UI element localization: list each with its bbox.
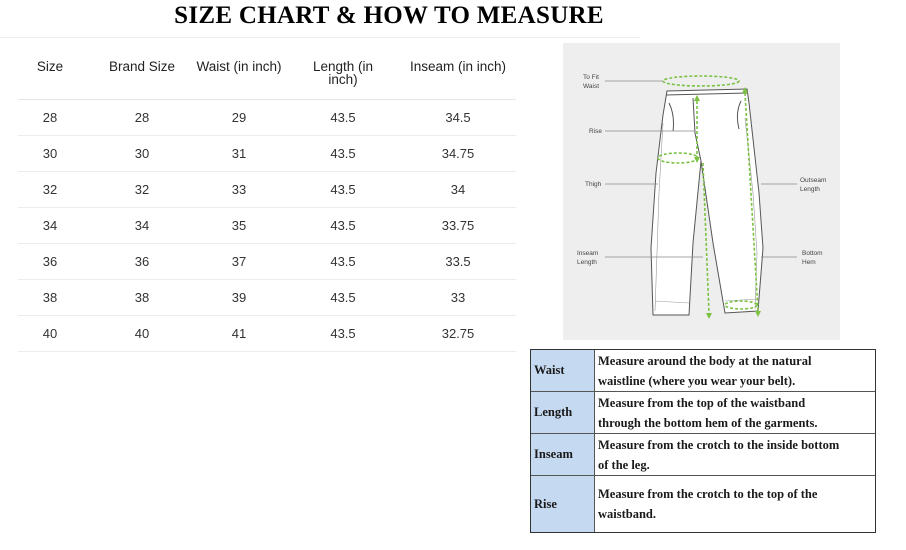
table-row — [18, 136, 516, 172]
label-to-fit-waist-2: Waist — [583, 83, 600, 90]
cell-size: 32 — [42, 182, 58, 197]
cell-inseam: 34 — [450, 182, 466, 197]
label-thigh: Thigh — [585, 181, 602, 188]
cell-length: 43.5 — [330, 254, 356, 269]
table-header-row — [18, 50, 516, 100]
table-row — [18, 172, 516, 208]
measure-term: Waist — [531, 350, 595, 391]
label-inseam-length-2: Length — [577, 259, 597, 266]
header-length: Length (in inch) — [312, 59, 374, 87]
definition-line: waistband. — [598, 507, 657, 521]
cell-size: 36 — [42, 254, 58, 269]
cell-length: 43.5 — [330, 326, 356, 341]
cell-inseam: 33.5 — [445, 254, 471, 269]
cell-brand-size: 38 — [134, 290, 150, 305]
cell-waist: 33 — [231, 182, 247, 197]
definition-line: waistline (where you wear your belt). — [598, 374, 796, 388]
cell-length: 43.5 — [330, 218, 356, 233]
table-row — [18, 316, 516, 352]
label-bottom-hem-2: Hem — [802, 259, 816, 266]
header-inseam: Inseam (in inch) — [409, 59, 507, 74]
cell-size: 30 — [42, 146, 58, 161]
label-to-fit-waist: To Fit — [583, 74, 599, 81]
cell-length: 43.5 — [330, 110, 356, 125]
measure-row-waist — [531, 350, 875, 392]
cell-size: 40 — [42, 326, 58, 341]
cell-waist: 39 — [231, 290, 247, 305]
cell-waist: 29 — [231, 110, 247, 125]
measure-term: Rise — [531, 476, 595, 532]
label-rise: Rise — [589, 128, 603, 135]
cell-size: 34 — [42, 218, 58, 233]
cell-brand-size: 40 — [134, 326, 150, 341]
cell-inseam: 32.75 — [441, 326, 475, 341]
how-to-measure-table — [530, 349, 876, 533]
definition-line: Measure around the body at the natural — [598, 354, 812, 368]
page-title: SIZE CHART & HOW TO MEASURE — [174, 2, 604, 29]
cell-length: 43.5 — [330, 182, 356, 197]
table-row — [18, 100, 516, 136]
measure-definition — [598, 435, 871, 475]
measure-definition — [598, 484, 871, 524]
cell-waist: 31 — [231, 146, 247, 161]
measure-term: Length — [531, 392, 595, 433]
definition-line: Measure from the crotch to the inside bottom — [598, 438, 840, 452]
cell-inseam: 33 — [450, 290, 466, 305]
measure-row-rise — [531, 476, 875, 532]
header-waist: Waist (in inch) — [196, 59, 282, 74]
definition-line: Measure from the crotch to the top of the — [598, 487, 818, 501]
cell-size: 38 — [42, 290, 58, 305]
label-outseam-length: Outseam — [800, 177, 827, 184]
pants-measurement-diagram — [563, 43, 840, 340]
cell-brand-size: 32 — [134, 182, 150, 197]
definition-line: of the leg. — [598, 458, 650, 472]
cell-length: 43.5 — [330, 146, 356, 161]
table-row — [18, 280, 516, 316]
cell-inseam: 34.5 — [445, 110, 471, 125]
pants-outline — [651, 89, 763, 315]
label-bottom-hem: Bottom — [802, 250, 823, 257]
label-outseam-length-2: Length — [800, 186, 820, 193]
cell-waist: 37 — [231, 254, 247, 269]
cell-size: 28 — [42, 110, 58, 125]
definition-line: through the bottom hem of the garments. — [598, 416, 818, 430]
label-inseam-length: Inseam — [577, 250, 599, 257]
table-row — [18, 208, 516, 244]
measure-definition — [598, 351, 871, 391]
measure-row-length — [531, 392, 875, 434]
cell-brand-size: 34 — [134, 218, 150, 233]
cell-brand-size: 36 — [134, 254, 150, 269]
header-brand-size: Brand Size — [108, 59, 176, 74]
cell-brand-size: 30 — [134, 146, 150, 161]
cell-waist: 35 — [231, 218, 247, 233]
header-size: Size — [36, 59, 64, 74]
measure-term: Inseam — [531, 434, 595, 475]
size-chart-table — [18, 50, 516, 352]
title-divider — [0, 37, 640, 38]
cell-brand-size: 28 — [134, 110, 150, 125]
definition-line: Measure from the top of the waistband — [598, 396, 806, 410]
table-row — [18, 244, 516, 280]
cell-inseam: 33.75 — [441, 218, 475, 233]
cell-waist: 41 — [231, 326, 247, 341]
measure-row-inseam — [531, 434, 875, 476]
measure-definition — [598, 393, 871, 433]
cell-inseam: 34.75 — [441, 146, 475, 161]
pants-illustration — [563, 43, 840, 340]
cell-length: 43.5 — [330, 290, 356, 305]
